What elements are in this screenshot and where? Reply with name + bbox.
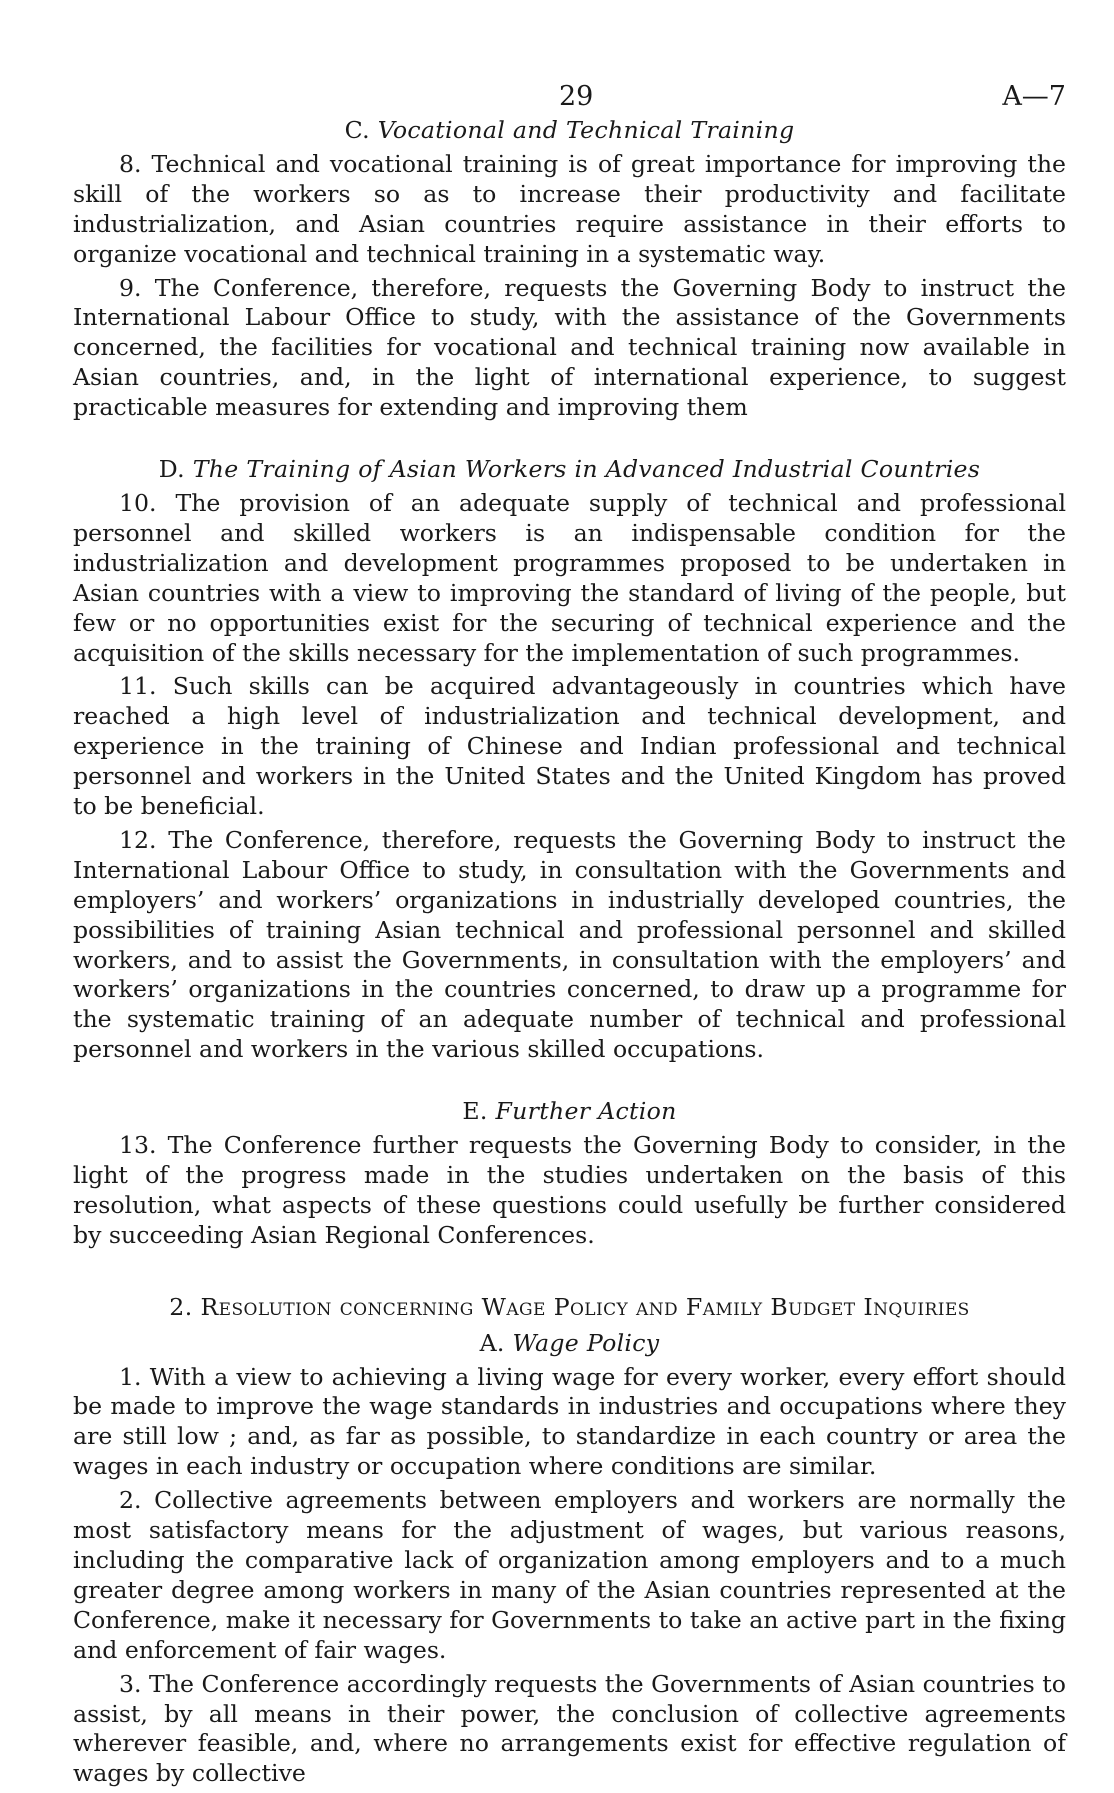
resolution-heading: 2. Resolution concerning Wage Policy and Family Budget Inquiries (169, 1292, 970, 1321)
section-letter: E. (462, 1097, 488, 1126)
paragraph-9: 9. The Conference, therefore, requests the Governing Body to instruct the International Labour Office to study, with the assistance of the Governments concerned, the facilities for vocational and technical training now available in Asian countries, and, in the light of international experience, to suggest practicable measures for extending and improving them (73, 273, 1066, 422)
section-letter: A. (479, 1328, 505, 1357)
section-letter: D. (158, 455, 185, 484)
document-reference: A—7 (1002, 81, 1066, 112)
section-heading-e (73, 1097, 1066, 1127)
paragraph-13: 13. The Conference further requests the Governing Body to consider, in the light of the progress made in the studies undertaken on the basis of this resolution, what aspects of these questions could usefully be further considered by succeeding Asian Regional Conferences. (73, 1131, 1066, 1249)
page-number: 29 (559, 81, 594, 112)
section-heading-c (73, 116, 1066, 146)
section-title: The Training of Asian Workers in Advanced Industrial Countries (192, 455, 981, 484)
paragraph-3: 3. The Conference accordingly requests the Governments of Asian countries to assist, by all means in their power, the conclusion of collective agreements wherever feasible, and, where no arrangements exist for effective regulation of wages by collective (73, 1669, 1066, 1788)
section-heading-d (73, 455, 1066, 485)
paragraph-1: 1. With a view to achieving a living wage for every worker, every effort should be made to improve the wage standards in industries and occupations where they are still low ; and, as far as possible, to standardize in each country or area the wages in each industry or occupation where conditions are similar. (73, 1362, 1066, 1481)
running-header (73, 72, 1066, 116)
section-letter: C. (344, 116, 370, 144)
section-heading-a (73, 1329, 1066, 1359)
paragraph-11: 11. Such skills can be acquired advantageously in countries which have reached a high level of industrialization and technical development, and experience in the training of Chinese and Indian professional and technical personnel and workers in the United States and the United Kingdom has proved to be beneficial. (73, 672, 1066, 821)
paragraph-10: 10. The provision of an adequate supply of technical and professional personnel and skilled workers is an indispensable condition for the industrialization and development programmes proposed to be undertaken in Asian countries with a view to improving the standard of living of the people, but few or no opportunities exist for the securing of technical experience and the acquisition of the skills necessary for the implementation of such programmes. (73, 488, 1066, 667)
document-page (73, 72, 1066, 1793)
paragraph-12: 12. The Conference, therefore, requests the Governing Body to instruct the International Labour Office to study, in consultation with the Governments and employers’ and workers’ organizations in industrially developed countries, the possibilities of training Asian technical and professional personnel and skilled workers, and to assist the Governments, in consultation with the employers’ and workers’ organizations in the countries concerned, to draw up a programme for the systematic training of an adequate number of technical and professional personnel and workers in the various skilled occupations. (73, 825, 1066, 1064)
section-title: Vocational and Technical Training (377, 116, 795, 144)
paragraph-2: 2. Collective agreements between employers and workers are normally the most satisfactory means for the adjustment of wages, but various reasons, including the comparative lack of organization among employers and to a much greater degree among workers in many of the Asian countries represented at the Conference, make it necessary for Governments to take an active part in the fixing and enforcement of fair wages. (73, 1486, 1066, 1664)
paragraph-8: 8. Technical and vocational training is of great importance for improving the skill of the workers so as to increase their productivity and facilitate industrialization, and Asian countries require assistance in their efforts to organize vocational and technical training in a systematic way. (73, 149, 1066, 268)
section-title: Further Action (495, 1097, 677, 1126)
section-title: Wage Policy (512, 1328, 660, 1357)
